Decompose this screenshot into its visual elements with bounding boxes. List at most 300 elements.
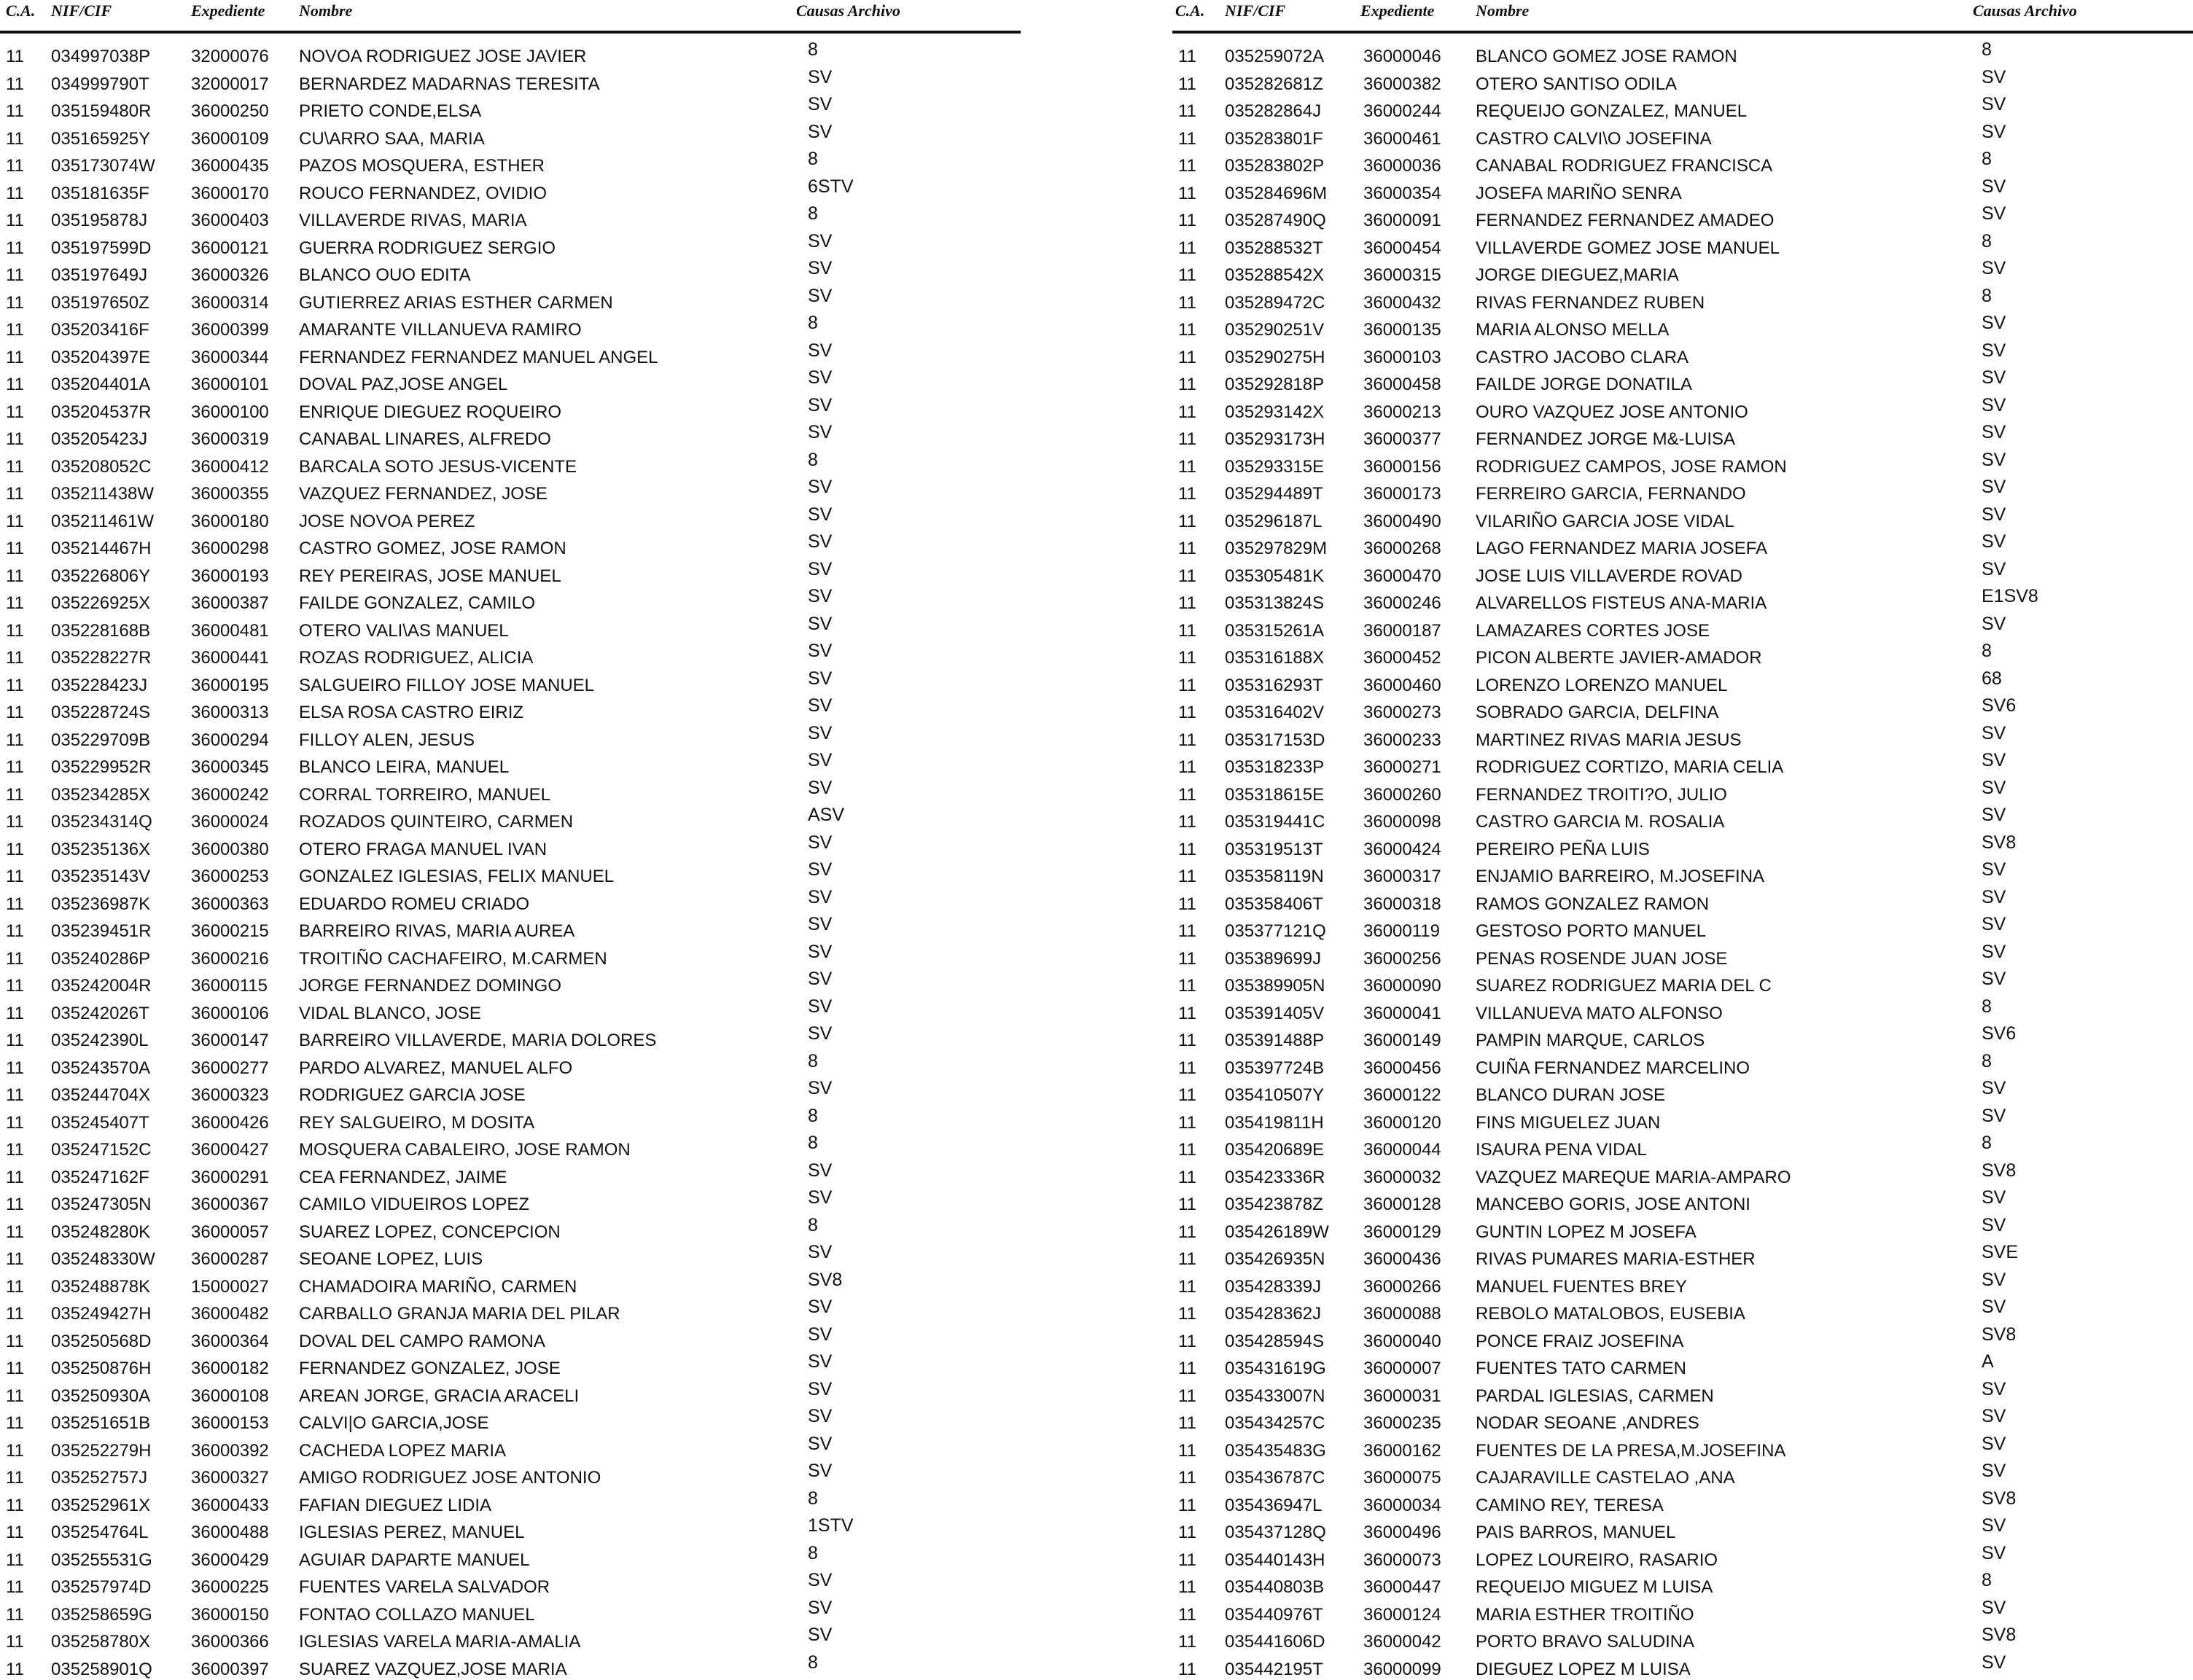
causas-cell: SV [808, 695, 833, 716]
nombre-cell: REQUEIJO GONZALEZ, MANUEL [1476, 101, 1748, 121]
nombre-cell: RIVAS FERNANDEZ RUBEN [1476, 292, 1705, 313]
nombre-cell: CAMILO VIDUEIROS LOPEZ [299, 1195, 530, 1214]
nif-cell: 035211461W [51, 511, 154, 531]
nif-cell: 035229709B [51, 730, 151, 750]
nif-cell: 035248280K [51, 1222, 151, 1242]
table-row [0, 1351, 1021, 1379]
expediente-cell: 36000363 [191, 894, 269, 914]
expediente-cell: 36000382 [1363, 74, 1441, 94]
nif-cell: 035316293T [1225, 675, 1323, 695]
ca-cell: 11 [6, 730, 24, 750]
ca-cell: 11 [1178, 1140, 1196, 1160]
table-row [1172, 1023, 2193, 1051]
header-ca: C.A. [6, 1, 36, 20]
table-row [1172, 1242, 2193, 1270]
causas-cell: SV [1982, 1406, 2006, 1426]
causas-cell: SV [1982, 1433, 2006, 1454]
ca-cell: 11 [6, 675, 24, 695]
expediente-cell: 36000273 [1363, 703, 1441, 722]
table-row [0, 1515, 1021, 1543]
nombre-cell: IGLESIAS PEREZ, MANUEL [299, 1523, 525, 1542]
left-header-row [0, 0, 1021, 34]
nombre-cell: REY PEREIRAS, JOSE MANUEL [299, 566, 561, 586]
nombre-cell: CAJARAVILLE CASTELAO ,ANA [1476, 1468, 1735, 1488]
expediente-cell: 36000326 [191, 265, 269, 285]
nif-cell: 035250876H [51, 1359, 152, 1378]
ca-cell: 11 [6, 1003, 24, 1023]
expediente-cell: 36000315 [1363, 265, 1441, 285]
ca-cell: 11 [1178, 1003, 1196, 1023]
table-row [0, 1324, 1021, 1352]
table-row [0, 1625, 1021, 1652]
nif-cell: 034997038P [51, 47, 151, 66]
causas-cell: SV [1982, 859, 2006, 880]
ca-cell: 11 [1178, 1222, 1196, 1242]
expediente-cell: 36000392 [191, 1440, 269, 1461]
nif-cell: 035287490Q [1225, 211, 1326, 230]
nif-cell: 035318615E [1225, 784, 1325, 805]
nif-cell: 035282681Z [1225, 74, 1323, 94]
expediente-cell: 36000364 [191, 1331, 269, 1351]
causas-cell: SV [808, 1160, 833, 1181]
causas-cell: SV [808, 914, 833, 934]
causas-cell: SV [1982, 313, 2006, 333]
ca-cell: 11 [1178, 320, 1196, 340]
expediente-cell: 36000345 [191, 757, 269, 777]
table-row [0, 942, 1021, 969]
expediente-cell: 36000149 [1363, 1031, 1441, 1050]
nombre-cell: CHAMADOIRA MARIÑO, CARMEN [299, 1276, 577, 1297]
expediente-cell: 15000027 [191, 1276, 269, 1297]
expediente-cell: 36000387 [191, 593, 269, 613]
nif-cell: 035235143V [51, 867, 151, 886]
table-row [1172, 586, 2193, 614]
causas-cell: SV [1982, 1214, 2006, 1235]
expediente-cell: 36000433 [191, 1495, 269, 1515]
ca-cell: 11 [1178, 675, 1196, 695]
nombre-cell: DIEGUEZ LOPEZ M LUISA [1476, 1659, 1691, 1679]
nif-cell: 035292818P [1225, 375, 1325, 394]
ca-cell: 11 [1178, 1659, 1196, 1679]
nombre-cell: GUERRA RODRIGUEZ SERGIO [299, 238, 556, 258]
nif-cell: 035257974D [51, 1577, 152, 1597]
expediente-cell: 36000225 [191, 1577, 269, 1597]
nombre-cell: REBOLO MATALOBOS, EUSEBIA [1476, 1304, 1745, 1324]
nif-cell: 035297829M [1225, 539, 1328, 558]
ca-cell: 11 [6, 539, 24, 558]
expediente-cell: 36000215 [191, 921, 269, 941]
nombre-cell: AREAN JORGE, GRACIA ARACELI [299, 1386, 580, 1406]
expediente-cell: 36000452 [1363, 648, 1441, 668]
ca-cell: 11 [1178, 1276, 1196, 1297]
nombre-cell: ENJAMIO BARREIRO, M.JOSEFINA [1476, 867, 1765, 886]
nombre-cell: VILARIÑO GARCIA JOSE VIDAL [1476, 511, 1734, 531]
causas-cell: SV [1982, 94, 2006, 114]
ca-cell: 11 [6, 47, 24, 66]
nif-cell: 035208052C [51, 456, 152, 477]
ca-cell: 11 [1178, 74, 1196, 94]
causas-cell: SV [1982, 477, 2006, 497]
nif-cell: 035181635F [51, 183, 149, 203]
expediente-cell: 36000244 [1363, 101, 1441, 121]
nif-cell: 035358406T [1225, 894, 1323, 914]
nombre-cell: FAILDE JORGE DONATILA [1476, 375, 1692, 394]
nif-cell: 035410507Y [1225, 1085, 1325, 1105]
nombre-cell: LOPEZ LOUREIRO, RASARIO [1476, 1550, 1718, 1570]
expediente-cell: 36000091 [1363, 211, 1441, 230]
nif-cell: 035252757J [51, 1468, 148, 1488]
nombre-cell: JOSEFA MARIÑO SENRA [1476, 183, 1682, 203]
nombre-cell: RODRIGUEZ CAMPOS, JOSE RAMON [1476, 456, 1787, 477]
table-row [1172, 1488, 2193, 1516]
expediente-cell: 36000073 [1363, 1550, 1441, 1570]
nif-cell: 035282864J [1225, 101, 1322, 121]
ca-cell: 11 [6, 1085, 24, 1105]
nombre-cell: PORTO BRAVO SALUDINA [1476, 1632, 1695, 1652]
causas-cell: SV [1982, 1187, 2006, 1208]
nombre-cell: FUENTES TATO CARMEN [1476, 1359, 1686, 1378]
nombre-cell: CAMINO REY, TERESA [1476, 1495, 1664, 1515]
nif-cell: 035436787C [1225, 1468, 1325, 1488]
causas-cell: 8 [808, 1050, 818, 1071]
table-row [1172, 1187, 2193, 1215]
nif-cell: 035248330W [51, 1249, 155, 1269]
ca-cell: 11 [6, 429, 24, 449]
expediente-cell: 36000007 [1363, 1359, 1441, 1378]
table-row [0, 1270, 1021, 1297]
nombre-cell: JOSE NOVOA PEREZ [299, 511, 475, 531]
nombre-cell: PAMPIN MARQUE, CARLOS [1476, 1031, 1705, 1050]
expediente-cell: 36000040 [1363, 1331, 1441, 1351]
expediente-cell: 36000260 [1363, 784, 1441, 805]
expediente-cell: 36000412 [191, 456, 269, 477]
ca-cell: 11 [1178, 128, 1196, 149]
expediente-cell: 36000216 [191, 948, 269, 969]
table-row [0, 1160, 1021, 1188]
nif-cell: 035288532T [1225, 238, 1323, 258]
expediente-cell: 36000314 [191, 292, 269, 313]
nombre-cell: MARTINEZ RIVAS MARIA JESUS [1476, 730, 1742, 750]
table-row [0, 668, 1021, 696]
nif-cell: 035211438W [51, 484, 154, 504]
table-row [1172, 1106, 2193, 1133]
nombre-cell: NODAR SEOANE ,ANDRES [1476, 1413, 1699, 1433]
ca-cell: 11 [1178, 1604, 1196, 1625]
ca-cell: 11 [6, 948, 24, 969]
nombre-cell: CUIÑA FERNANDEZ MARCELINO [1476, 1058, 1750, 1078]
ca-cell: 11 [1178, 1031, 1196, 1050]
nombre-cell: SUAREZ LOPEZ, CONCEPCION [299, 1222, 561, 1242]
nif-cell: 035290251V [1225, 320, 1325, 340]
nombre-cell: GESTOSO PORTO MANUEL [1476, 921, 1707, 941]
table-row [0, 1215, 1021, 1243]
expediente-cell: 36000429 [191, 1550, 269, 1570]
nombre-cell: FONTAO COLLAZO MANUEL [299, 1604, 535, 1625]
nombre-cell: CACHEDA LOPEZ MARIA [299, 1440, 507, 1461]
nombre-cell: CALVI|O GARCIA,JOSE [299, 1413, 489, 1433]
causas-cell: 8 [808, 1652, 818, 1673]
causas-cell: SV8 [1982, 1160, 2017, 1181]
nif-cell: 035442195T [1225, 1659, 1323, 1679]
expediente-cell: 36000108 [191, 1386, 269, 1406]
expediente-cell: 36000121 [191, 238, 269, 258]
nif-cell: 035313824S [1225, 593, 1325, 613]
ca-cell: 11 [1178, 1413, 1196, 1433]
ca-cell: 11 [1178, 402, 1196, 422]
nombre-cell: VAZQUEZ FERNANDEZ, JOSE [299, 484, 548, 504]
nif-cell: 035293142X [1225, 402, 1325, 422]
nombre-cell: BARREIRO VILLAVERDE, MARIA DOLORES [299, 1031, 657, 1050]
expediente-cell: 36000424 [1363, 839, 1441, 859]
nif-cell: 035229952R [51, 757, 152, 777]
table-row [1172, 313, 2193, 340]
causas-cell: SV [1982, 340, 2006, 361]
ca-cell: 11 [6, 839, 24, 859]
causas-cell: SV [808, 1461, 833, 1481]
table-row [0, 1652, 1021, 1680]
ca-cell: 11 [6, 1632, 24, 1652]
causas-cell: A [1982, 1351, 1994, 1372]
table-row [1172, 1406, 2193, 1434]
table-row [1172, 1379, 2193, 1407]
nombre-cell: MANCEBO GORIS, JOSE ANTONI [1476, 1195, 1750, 1214]
expediente-cell: 36000319 [191, 429, 269, 449]
header-causas: Causas Archivo [796, 1, 900, 20]
expediente-cell: 36000034 [1363, 1495, 1441, 1515]
causas-cell: SV [808, 1242, 833, 1262]
ca-cell: 11 [1178, 1058, 1196, 1078]
table-row [1172, 805, 2193, 832]
ca-cell: 11 [6, 1604, 24, 1625]
expediente-cell: 36000435 [191, 156, 269, 176]
nif-cell: 035290275H [1225, 347, 1325, 367]
nif-cell: 035234314Q [51, 812, 152, 832]
nombre-cell: OURO VAZQUEZ JOSE ANTONIO [1476, 402, 1748, 422]
nombre-cell: RODRIGUEZ CORTIZO, MARIA CELIA [1476, 757, 1784, 777]
table-row [1172, 1625, 2193, 1652]
nif-cell: 035258901Q [51, 1659, 152, 1679]
table-row [1172, 859, 2193, 887]
table-row [1172, 1461, 2193, 1488]
table-row [0, 832, 1021, 860]
expediente-cell: 36000426 [191, 1112, 269, 1133]
table-row [1172, 149, 2193, 176]
expediente-cell: 36000291 [191, 1167, 269, 1187]
expediente-cell: 36000355 [191, 484, 269, 504]
causas-cell: SV [1982, 1597, 2006, 1618]
table-row [1172, 1270, 2193, 1297]
nif-cell: 035165925Y [51, 128, 151, 149]
expediente-cell: 36000109 [191, 128, 269, 149]
nif-cell: 035428362J [1225, 1304, 1322, 1324]
nombre-cell: PAZOS MOSQUERA, ESTHER [299, 156, 545, 176]
nombre-cell: LAGO FERNANDEZ MARIA JOSEFA [1476, 539, 1768, 558]
table-row [0, 231, 1021, 259]
nif-cell: 035247305N [51, 1195, 152, 1214]
ca-cell: 11 [6, 1550, 24, 1570]
header-ca: C.A. [1175, 1, 1205, 20]
ca-cell: 11 [6, 484, 24, 504]
table-row [1172, 258, 2193, 286]
table-row [1172, 367, 2193, 395]
table-row [0, 1297, 1021, 1324]
ca-cell: 11 [6, 1331, 24, 1351]
nif-cell: 035228168B [51, 620, 151, 641]
ca-cell: 11 [1178, 1632, 1196, 1652]
nif-cell: 035397724B [1225, 1058, 1325, 1078]
expediente-cell: 36000454 [1363, 238, 1441, 258]
causas-cell: SV [808, 66, 833, 87]
table-row [1172, 340, 2193, 368]
ca-cell: 11 [1178, 1523, 1196, 1542]
ca-cell: 11 [6, 456, 24, 477]
ca-cell: 11 [6, 1386, 24, 1406]
table-row [0, 1106, 1021, 1133]
table-row [0, 695, 1021, 723]
causas-cell: SVE [1982, 1242, 2019, 1262]
causas-cell: SV [1982, 504, 2006, 525]
right-list [1172, 0, 2193, 1679]
table-row [0, 149, 1021, 176]
nombre-cell: MARIA ALONSO MELLA [1476, 320, 1670, 340]
expediente-cell: 36000496 [1363, 1523, 1441, 1542]
table-row [0, 531, 1021, 559]
table-row [0, 750, 1021, 778]
table-row [1172, 750, 2193, 778]
nif-cell: 035226806Y [51, 566, 151, 586]
causas-cell: SV8 [1982, 1324, 2017, 1345]
header-nif-cif: NIF/CIF [1225, 1, 1286, 20]
nombre-cell: FILLOY ALEN, JESUS [299, 730, 475, 750]
causas-cell: SV [808, 969, 833, 989]
nif-cell: 035258659G [51, 1604, 152, 1625]
nombre-cell: ALVARELLOS FISTEUS ANA-MARIA [1476, 593, 1767, 613]
table-row [0, 477, 1021, 504]
header-expediente: Expediente [1360, 1, 1435, 20]
ca-cell: 11 [6, 292, 24, 313]
nif-cell: 035423336R [1225, 1167, 1325, 1187]
table-row [1172, 832, 2193, 860]
ca-cell: 11 [6, 1195, 24, 1214]
ca-cell: 11 [1178, 456, 1196, 477]
expediente-cell: 36000042 [1363, 1632, 1441, 1652]
ca-cell: 11 [6, 320, 24, 340]
expediente-cell: 36000367 [191, 1195, 269, 1214]
causas-cell: 8 [808, 313, 818, 333]
causas-cell: 8 [1982, 641, 1992, 661]
causas-cell: SV [808, 668, 833, 689]
causas-cell: SV [1982, 422, 2006, 442]
ca-cell: 11 [1178, 183, 1196, 203]
header-nombre: Nombre [299, 1, 353, 20]
expediente-cell: 32000076 [191, 47, 269, 66]
ca-cell: 11 [1178, 593, 1196, 613]
causas-cell: SV [808, 121, 833, 142]
table-row [0, 176, 1021, 204]
ca-cell: 11 [1178, 511, 1196, 531]
causas-cell: SV [808, 422, 833, 442]
causas-cell: SV [808, 1433, 833, 1454]
nif-cell: 035243570A [51, 1058, 151, 1078]
expediente-cell: 36000088 [1363, 1304, 1441, 1324]
nif-cell: 035244704X [51, 1085, 151, 1105]
nombre-cell: CASTRO GOMEZ, JOSE RAMON [299, 539, 566, 558]
causas-cell: SV8 [1982, 1488, 2017, 1509]
ca-cell: 11 [1178, 812, 1196, 832]
ca-cell: 11 [6, 1495, 24, 1515]
expediente-cell: 36000120 [1363, 1112, 1441, 1133]
expediente-cell: 36000124 [1363, 1604, 1441, 1625]
causas-cell: SV [1982, 777, 2006, 798]
nif-cell: 035250930A [51, 1386, 151, 1406]
table-row [1172, 1160, 2193, 1188]
causas-cell: SV [808, 504, 833, 525]
nif-cell: 035236987K [51, 894, 151, 914]
nombre-cell: SUAREZ VAZQUEZ,JOSE MARIA [299, 1659, 567, 1679]
table-row [0, 914, 1021, 942]
nombre-cell: CANABAL LINARES, ALFREDO [299, 429, 551, 449]
ca-cell: 11 [1178, 648, 1196, 668]
ca-cell: 11 [1178, 867, 1196, 886]
nif-cell: 035249427H [51, 1304, 152, 1324]
ca-cell: 11 [1178, 347, 1196, 367]
nif-cell: 035250568D [51, 1331, 152, 1351]
table-row [1172, 914, 2193, 942]
expediente-cell: 36000156 [1363, 456, 1441, 477]
nombre-cell: FUENTES DE LA PRESA,M.JOSEFINA [1476, 1440, 1786, 1461]
table-row [0, 1434, 1021, 1461]
ca-cell: 11 [6, 211, 24, 230]
nombre-cell: MANUEL FUENTES BREY [1476, 1276, 1687, 1297]
expediente-cell: 36000235 [1363, 1413, 1441, 1433]
expediente-cell: 36000432 [1363, 292, 1441, 313]
nombre-cell: MOSQUERA CABALEIRO, JOSE RAMON [299, 1140, 631, 1160]
ca-cell: 11 [6, 593, 24, 613]
table-row [1172, 887, 2193, 915]
nif-cell: 035242026T [51, 1003, 149, 1023]
causas-cell: SV [808, 996, 833, 1017]
table-row [0, 887, 1021, 915]
nif-cell: 035435483G [1225, 1440, 1326, 1461]
nombre-cell: BLANCO DURAN JOSE [1476, 1085, 1666, 1105]
ca-cell: 11 [1178, 976, 1196, 996]
causas-cell: 6STV [808, 176, 854, 197]
table-row [1172, 1324, 2193, 1352]
nombre-cell: BARCALA SOTO JESUS-VICENTE [299, 456, 577, 477]
causas-cell: SV [808, 832, 833, 853]
nombre-cell: ELSA ROSA CASTRO EIRIZ [299, 703, 524, 722]
nombre-cell: FINS MIGUELEZ JUAN [1476, 1112, 1661, 1133]
causas-cell: 8 [1982, 39, 1992, 60]
expediente-cell: 36000277 [191, 1058, 269, 1078]
table-row [1172, 1543, 2193, 1571]
nif-cell: 034999790T [51, 74, 149, 94]
expediente-cell: 36000403 [191, 211, 269, 230]
table-row [1172, 1297, 2193, 1324]
nif-cell: 035319441C [1225, 812, 1325, 832]
table-row [0, 504, 1021, 532]
table-row [0, 996, 1021, 1024]
ca-cell: 11 [6, 566, 24, 586]
right-rows [1172, 34, 2193, 1679]
nombre-cell: REQUEIJO MIGUEZ M LUISA [1476, 1577, 1713, 1597]
causas-cell: SV [1982, 558, 2006, 579]
nombre-cell: ISAURA PENA VIDAL [1476, 1140, 1647, 1160]
causas-cell: SV8 [808, 1269, 843, 1290]
nombre-cell: JORGE FERNANDEZ DOMINGO [299, 976, 562, 996]
nif-cell: 035440143H [1225, 1550, 1325, 1570]
expediente-cell: 36000482 [191, 1304, 269, 1324]
